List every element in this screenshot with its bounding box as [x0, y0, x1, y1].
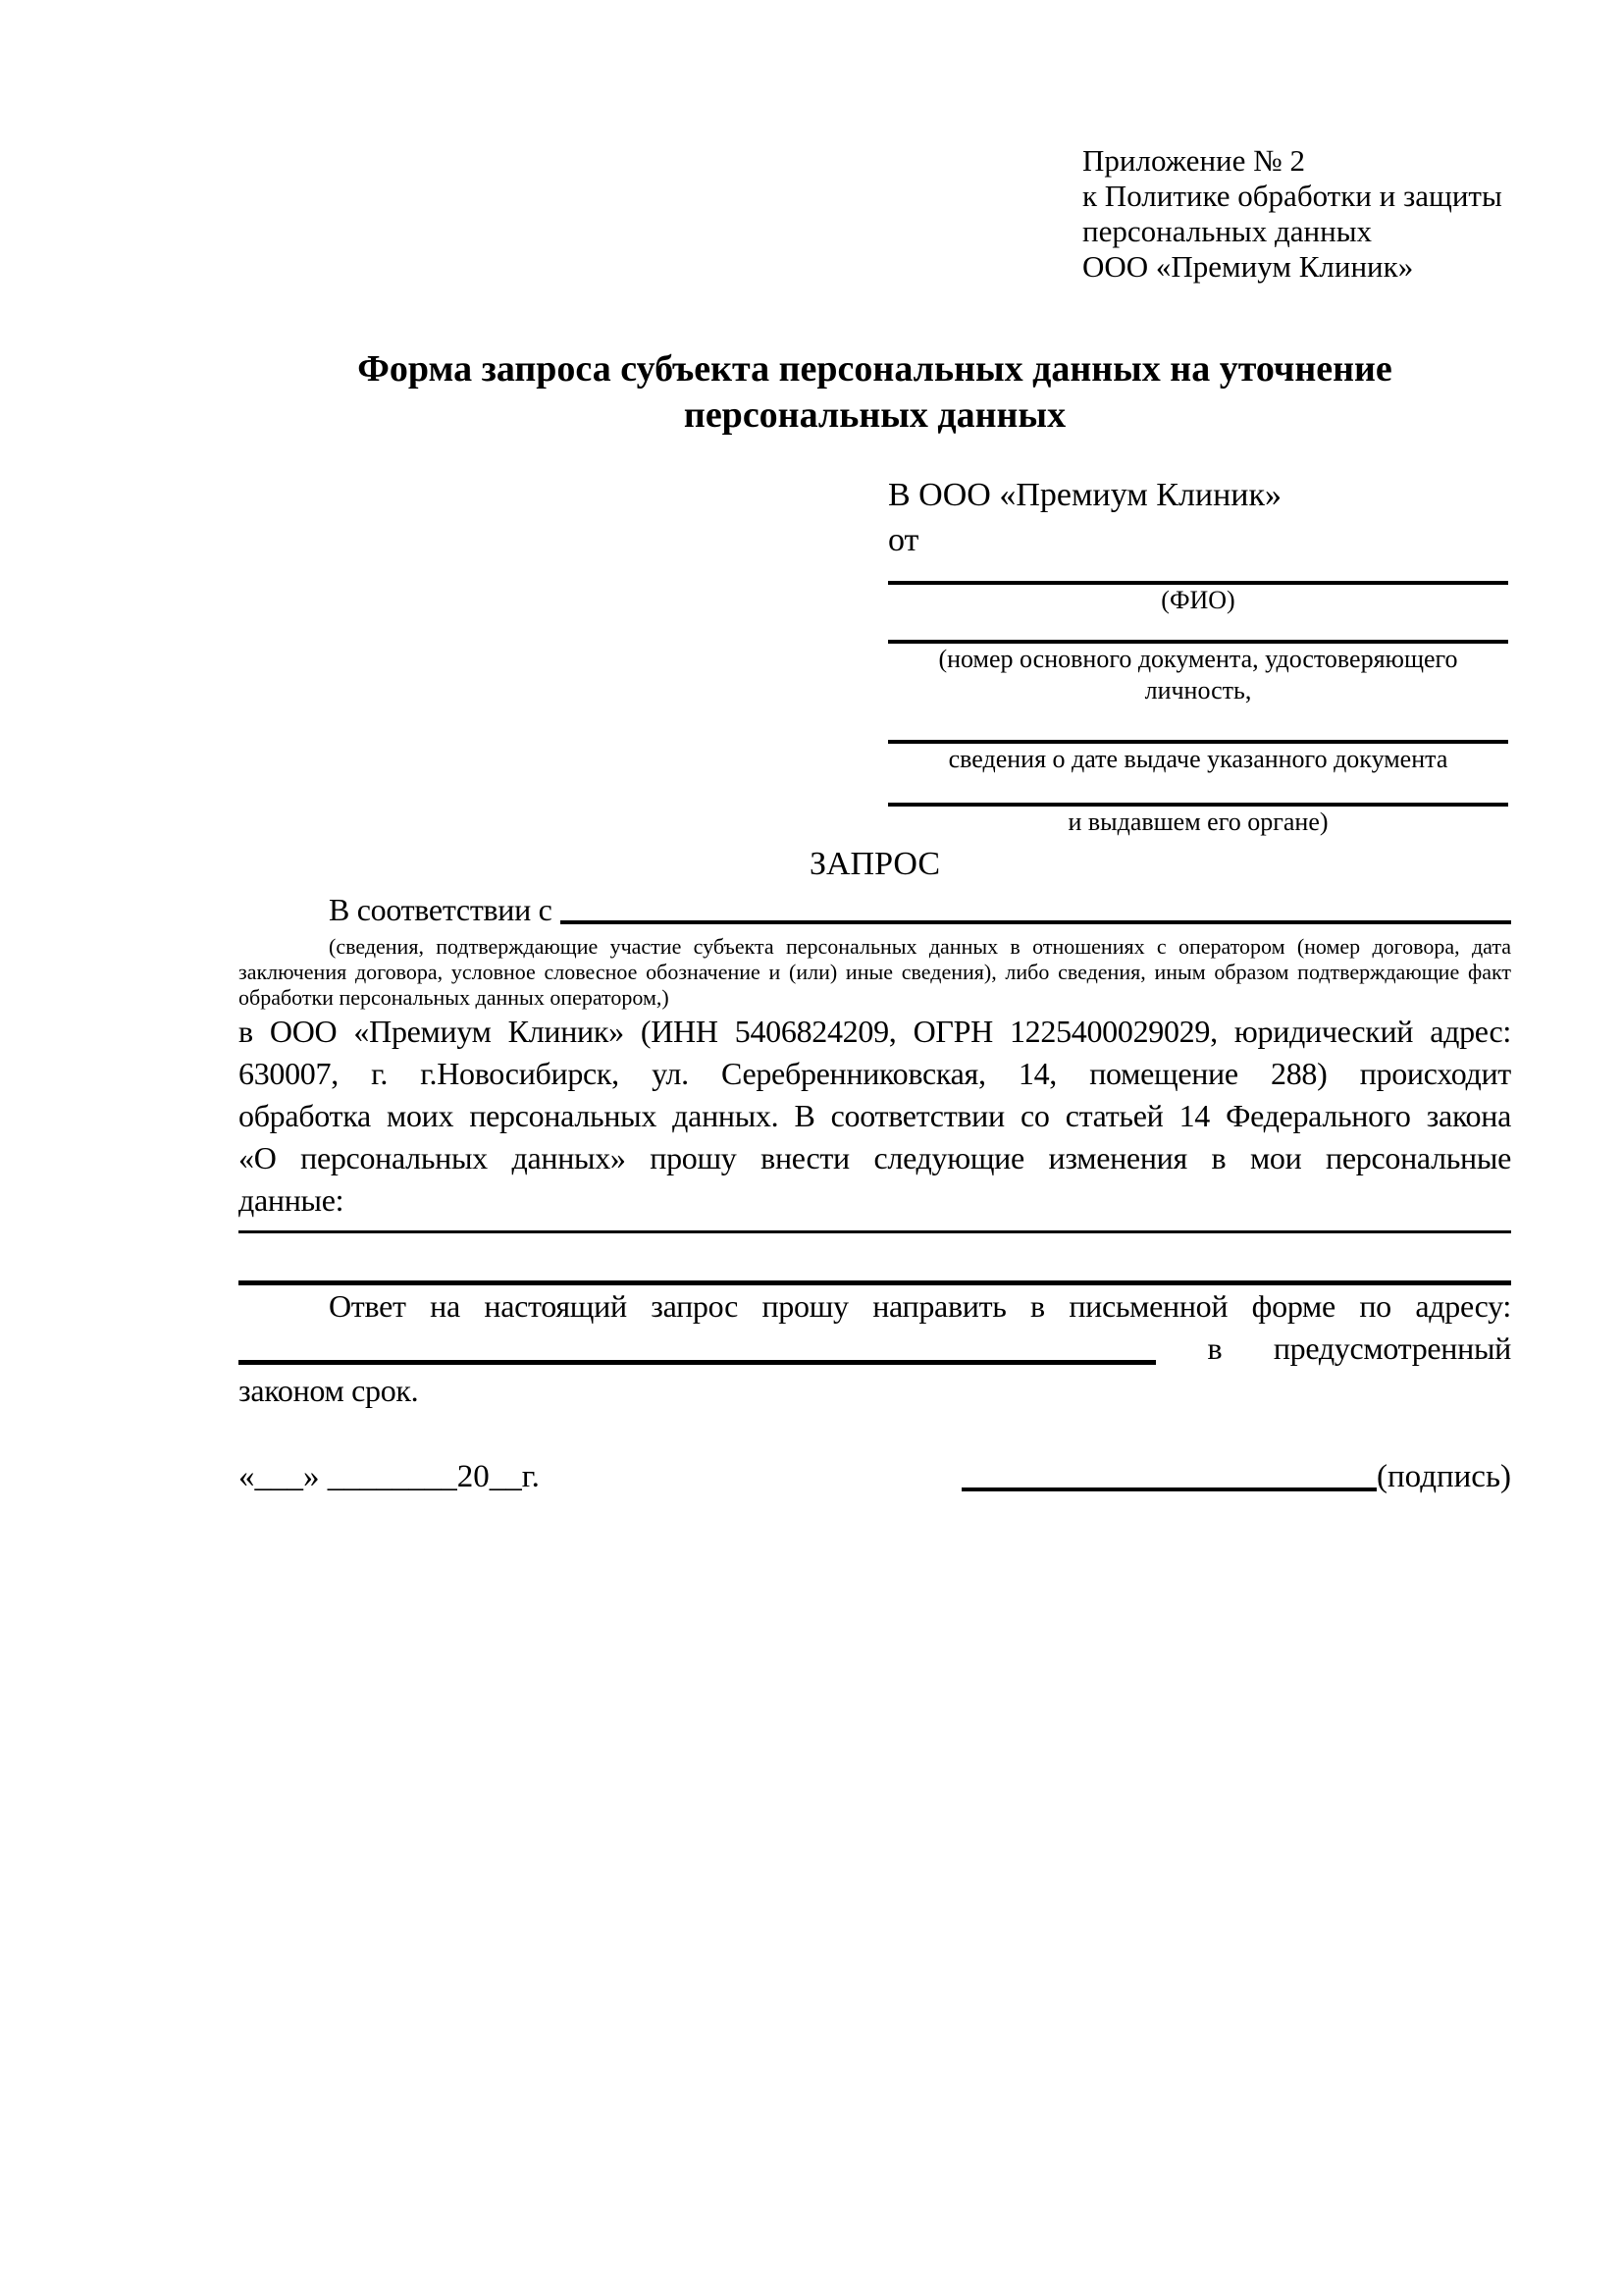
main-paragraph-line2: 630007, г. г.Новосибирск, ул. Серебренниковская, 14, помещение 288) происходит [238, 1056, 1511, 1091]
basis-label: В соответствии с [329, 892, 552, 927]
reply-address-row [238, 1328, 1511, 1370]
reply-tail-word2: предусмотренный [1273, 1331, 1511, 1366]
document-title-line2: персональных данных [683, 394, 1067, 436]
doc-issuer-caption: и выдавшем его органе) [1068, 808, 1329, 836]
appendix-note-line3: персональных данных [1082, 214, 1373, 248]
reply-closing: законом срок. [238, 1373, 419, 1408]
doc-number-caption: (номер основного документа, удостоверяющего личность, [938, 645, 1458, 704]
appendix-note-line1: Приложение № 2 [1082, 143, 1305, 178]
changes-blank-line-1 [238, 1222, 1511, 1233]
fio-blank-line [888, 563, 1508, 585]
doc-issue-date-caption: сведения о дате выдаче указанного документа [948, 745, 1448, 773]
addressee-to: В ООО «Премиум Клиник» [888, 477, 1283, 513]
reply-tail-word1: в [1207, 1331, 1223, 1366]
document-title [238, 346, 1511, 439]
main-paragraph-line3: обработка моих персональных данных. В соответствии со статьей 14 Федерального закона [238, 1098, 1511, 1133]
addressee-from-label: от [888, 522, 919, 558]
signature-blank-line [962, 1487, 1377, 1491]
basis-blank-line [560, 920, 1511, 924]
changes-blank-line-2 [238, 1233, 1511, 1285]
fio-caption: (ФИО) [1161, 586, 1235, 614]
appendix-note [1082, 143, 1502, 285]
request-heading: ЗАПРОС [809, 846, 941, 882]
addressee-block [888, 473, 1508, 838]
fine-print-line1: (сведения, подтверждающие участие субъекта персональных данных в отношениях с оператором (номер договора, дата [329, 934, 1511, 959]
date-blank: «___» ________20__г. [238, 1459, 540, 1494]
main-paragraph-line4: «О персональных данных» прошу внести следующие изменения в мои персональные [238, 1140, 1511, 1175]
main-paragraph [238, 1011, 1511, 1222]
reply-sentence: Ответ на настоящий запрос прошу направить в письменной форме по адресу: [329, 1288, 1511, 1324]
signature-group [962, 1456, 1511, 1498]
document-title-line1: Форма запроса субъекта персональных данных на уточнение [357, 348, 1392, 390]
address-blank-line [238, 1360, 1156, 1365]
fine-print-line2: заключения договора, условное словесное обозначение и (или) иные сведения), либо сведения, иным образом подтверждающие факт [238, 960, 1511, 984]
appendix-note-line4: ООО «Премиум Клиник» [1082, 249, 1414, 284]
basis-row [238, 889, 1511, 930]
appendix-note-line2: к Политике обработки и защиты [1082, 179, 1502, 213]
request-body [238, 889, 1511, 1412]
signature-caption: (подпись) [1377, 1459, 1511, 1494]
main-paragraph-line1: в ООО «Премиум Клиник» (ИНН 5406824209, ОГРН 1225400029029, юридический адрес: [238, 1014, 1511, 1049]
doc-number-blank-line [888, 616, 1508, 644]
doc-issue-date-blank-line [888, 706, 1508, 744]
doc-issuer-blank-line [888, 775, 1508, 807]
footer-row [238, 1456, 1511, 1498]
main-paragraph-line5: данные: [238, 1182, 344, 1218]
fine-print-line3: обработки персональных данных оператором,) [238, 985, 669, 1010]
fine-print-note [238, 934, 1511, 1011]
